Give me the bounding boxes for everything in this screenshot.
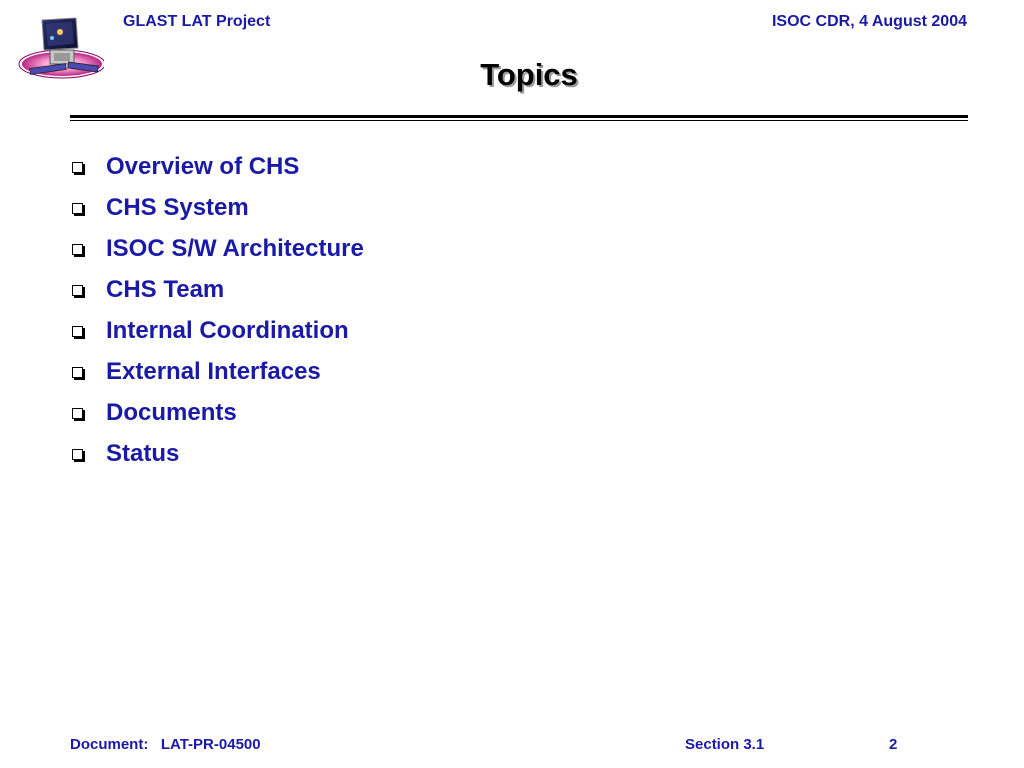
list-item xyxy=(72,187,364,228)
topic-label: CHS Team xyxy=(106,275,225,303)
topic-label: External Interfaces xyxy=(106,357,321,385)
list-item xyxy=(72,433,364,474)
list-item xyxy=(72,146,364,187)
hollow-square-bullet-icon xyxy=(72,203,83,214)
list-item xyxy=(72,228,364,269)
hollow-square-bullet-icon xyxy=(72,244,83,255)
list-item xyxy=(72,351,364,392)
topic-label: Overview of CHS xyxy=(106,152,300,180)
list-item xyxy=(72,392,364,433)
footer-document-id: Document: LAT-PR-04500 xyxy=(70,736,261,753)
title-divider xyxy=(70,115,968,122)
topic-label: Status xyxy=(106,439,180,467)
topic-label: Documents xyxy=(106,398,237,426)
event-date: ISOC CDR, 4 August 2004 xyxy=(771,13,967,30)
hollow-square-bullet-icon xyxy=(72,367,83,378)
topics-list xyxy=(72,146,364,474)
topic-label: CHS System xyxy=(106,193,249,221)
hollow-square-bullet-icon xyxy=(72,449,83,460)
hollow-square-bullet-icon xyxy=(72,285,83,296)
list-item xyxy=(72,269,364,310)
list-item xyxy=(72,310,364,351)
hollow-square-bullet-icon xyxy=(72,162,83,173)
footer-section: Section 3.1 xyxy=(685,736,765,753)
page-number: 2 xyxy=(889,736,898,753)
hollow-square-bullet-icon xyxy=(72,326,83,337)
hollow-square-bullet-icon xyxy=(72,408,83,419)
topic-label: Internal Coordination xyxy=(106,316,349,344)
slide-title: Topics xyxy=(480,57,578,92)
project-name: GLAST LAT Project xyxy=(123,13,271,30)
topic-label: ISOC S/W Architecture xyxy=(106,234,364,262)
